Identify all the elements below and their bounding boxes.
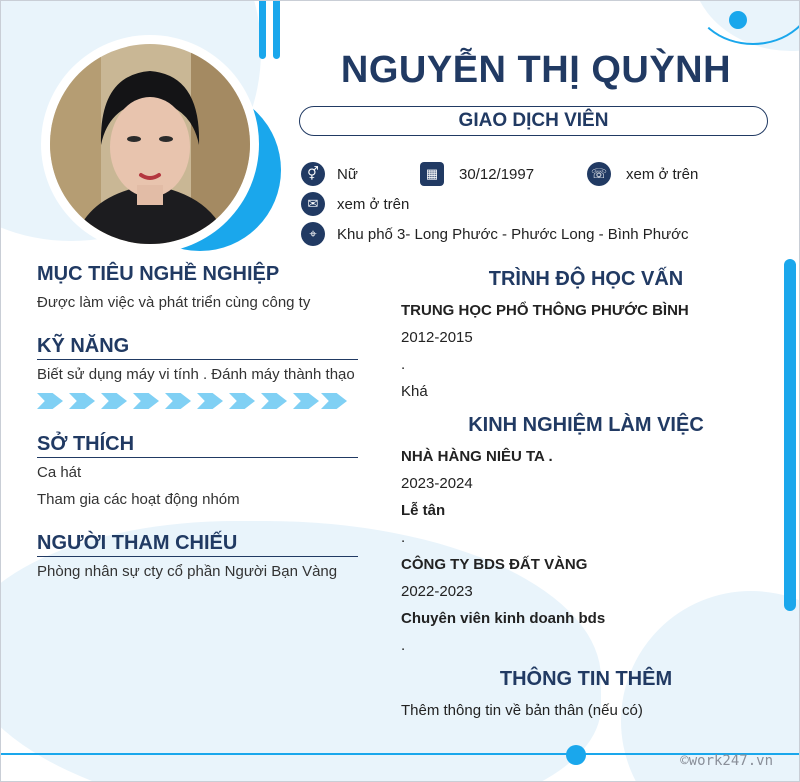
avatar bbox=[41, 35, 259, 253]
skill-chevron bbox=[37, 393, 63, 409]
education-major: . bbox=[401, 356, 406, 373]
education-heading: TRÌNH ĐỘ HỌC VẤN bbox=[488, 268, 684, 290]
education-grade: Khá bbox=[401, 383, 428, 400]
education-years: 2012-2015 bbox=[401, 329, 473, 346]
email-icon: ✉ bbox=[301, 192, 325, 216]
job-company: CÔNG TY BDS ĐẤT VÀNG bbox=[401, 556, 588, 573]
additional-heading: THÔNG TIN THÊM bbox=[499, 668, 673, 690]
additional-text: Thêm thông tin về bản thân (nếu có) bbox=[401, 702, 643, 719]
calendar-icon: ▦ bbox=[420, 162, 444, 186]
objective-text: Được làm việc và phát triển cùng công ty bbox=[37, 294, 311, 311]
address-value: Khu phố 3- Long Phước - Phước Long - Bình Phước bbox=[337, 226, 689, 243]
accent-bar-right bbox=[784, 259, 796, 611]
birthday-value: 30/12/1997 bbox=[459, 166, 535, 183]
hobbies-divider bbox=[37, 457, 358, 458]
position-badge: GIAO DỊCH VIÊN bbox=[299, 106, 768, 136]
skill-chevron bbox=[261, 393, 287, 409]
location-icon: ⌖ bbox=[301, 222, 325, 246]
phone-icon: ☏ bbox=[587, 162, 611, 186]
skills-heading: KỸ NĂNG bbox=[37, 335, 130, 357]
skill-chevron bbox=[321, 393, 347, 409]
skill-chevron bbox=[133, 393, 159, 409]
skills-text: Biết sử dụng máy vi tính . Đánh máy thành thạo bbox=[37, 366, 355, 383]
hobby-item: Ca hát bbox=[37, 464, 82, 481]
skills-divider bbox=[37, 359, 358, 360]
job-description: . bbox=[401, 529, 406, 546]
gender-icon: ⚥ bbox=[301, 162, 325, 186]
hobbies-heading: SỞ THÍCH bbox=[37, 433, 135, 455]
job-description: . bbox=[401, 637, 406, 654]
email-value: xem ở trên bbox=[337, 196, 410, 213]
skill-chevron bbox=[293, 393, 319, 409]
education-school: TRUNG HỌC PHỔ THÔNG PHƯỚC BÌNH bbox=[401, 302, 689, 319]
gender-value: Nữ bbox=[337, 166, 358, 183]
candidate-name: NGUYỄN THỊ QUỲNH bbox=[340, 49, 732, 91]
references-heading: NGƯỜI THAM CHIẾU bbox=[37, 532, 238, 554]
references-divider bbox=[37, 556, 358, 557]
skill-chevron bbox=[101, 393, 127, 409]
hobby-item: Tham gia các hoạt động nhóm bbox=[37, 491, 240, 508]
skill-chevron bbox=[69, 393, 95, 409]
references-text: Phòng nhân sự cty cổ phần Người Bạn Vàng bbox=[37, 563, 338, 580]
skill-chevron bbox=[197, 393, 223, 409]
accent-bar-top-right bbox=[273, 1, 280, 59]
experience-heading: KINH NGHIỆM LÀM VIỆC bbox=[468, 414, 704, 436]
skill-chevron bbox=[229, 393, 255, 409]
accent-bar-top-left bbox=[259, 1, 266, 59]
job-years: 2023-2024 bbox=[401, 475, 473, 492]
job-role: Chuyên viên kinh doanh bds bbox=[401, 610, 606, 627]
objective-heading: MỤC TIÊU NGHỀ NGHIỆP bbox=[37, 263, 280, 285]
job-company: NHÀ HÀNG NIÊU TA . bbox=[401, 448, 553, 465]
job-years: 2022-2023 bbox=[401, 583, 473, 600]
watermark: ©work247.vn bbox=[680, 753, 773, 769]
job-role: Lễ tân bbox=[401, 502, 446, 519]
phone-value: xem ở trên bbox=[626, 166, 699, 183]
skill-chevron bbox=[165, 393, 191, 409]
accent-circle-bottom bbox=[566, 745, 586, 765]
